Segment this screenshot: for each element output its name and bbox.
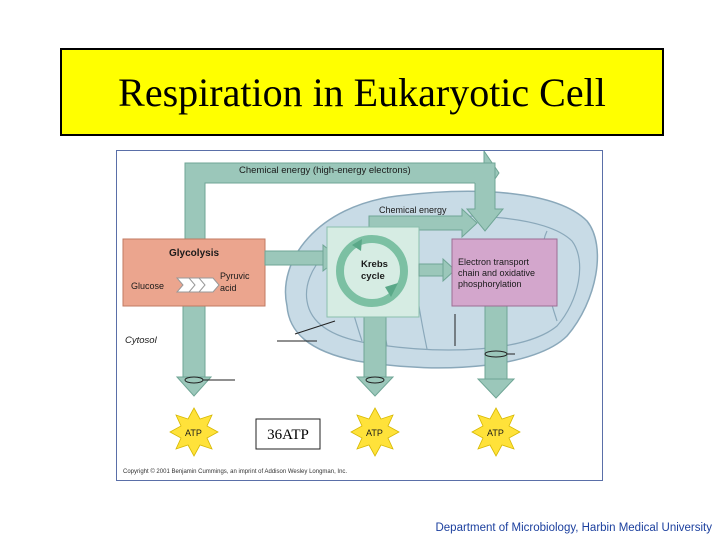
top-arrow-label: Chemical energy (high-energy electrons) xyxy=(239,165,411,176)
etc-box xyxy=(452,239,557,306)
atp-label-1: ATP xyxy=(185,428,202,438)
footer-affiliation: Department of Microbiology, Harbin Medical University xyxy=(435,522,712,534)
glycolysis-down-arrow xyxy=(177,306,235,396)
inner-arrow-label: Chemical energy xyxy=(379,205,447,215)
krebs-label-2: cycle xyxy=(361,271,385,282)
respiration-diagram xyxy=(116,150,603,481)
krebs-box xyxy=(327,227,419,317)
overlay-36atp-label: 36ATP xyxy=(267,427,309,443)
atp-label-3: ATP xyxy=(487,428,504,438)
pyruvic-label-2: acid xyxy=(220,283,237,293)
glucose-label: Glucose xyxy=(131,281,165,291)
etc-label-2: chain and oxidative xyxy=(458,268,536,278)
atp-burst-2 xyxy=(351,408,399,456)
overlay-36atp xyxy=(256,419,320,449)
title-banner xyxy=(60,48,664,136)
etc-label-1: Electron transport xyxy=(458,257,530,267)
atp-label-2: ATP xyxy=(366,428,383,438)
diagram-canvas xyxy=(117,151,603,481)
glycolysis-box xyxy=(123,239,265,306)
pyruvic-label-1: Pyruvic xyxy=(220,271,250,281)
copyright-text: Copyright © 2001 Benjamin Cummings, an imprint of Addison Wesley Longman, Inc. xyxy=(123,469,348,475)
cytosol-label: Cytosol xyxy=(125,335,157,346)
atp-burst-3 xyxy=(472,408,520,456)
glycolysis-title: Glycolysis xyxy=(169,248,220,259)
slide-title: Respiration in Eukaryotic Cell xyxy=(118,69,606,115)
atp-burst-1 xyxy=(170,408,218,456)
etc-label-3: phosphorylation xyxy=(458,279,522,289)
krebs-label-1: Krebs xyxy=(361,259,388,270)
glucose-chevrons xyxy=(177,278,219,292)
